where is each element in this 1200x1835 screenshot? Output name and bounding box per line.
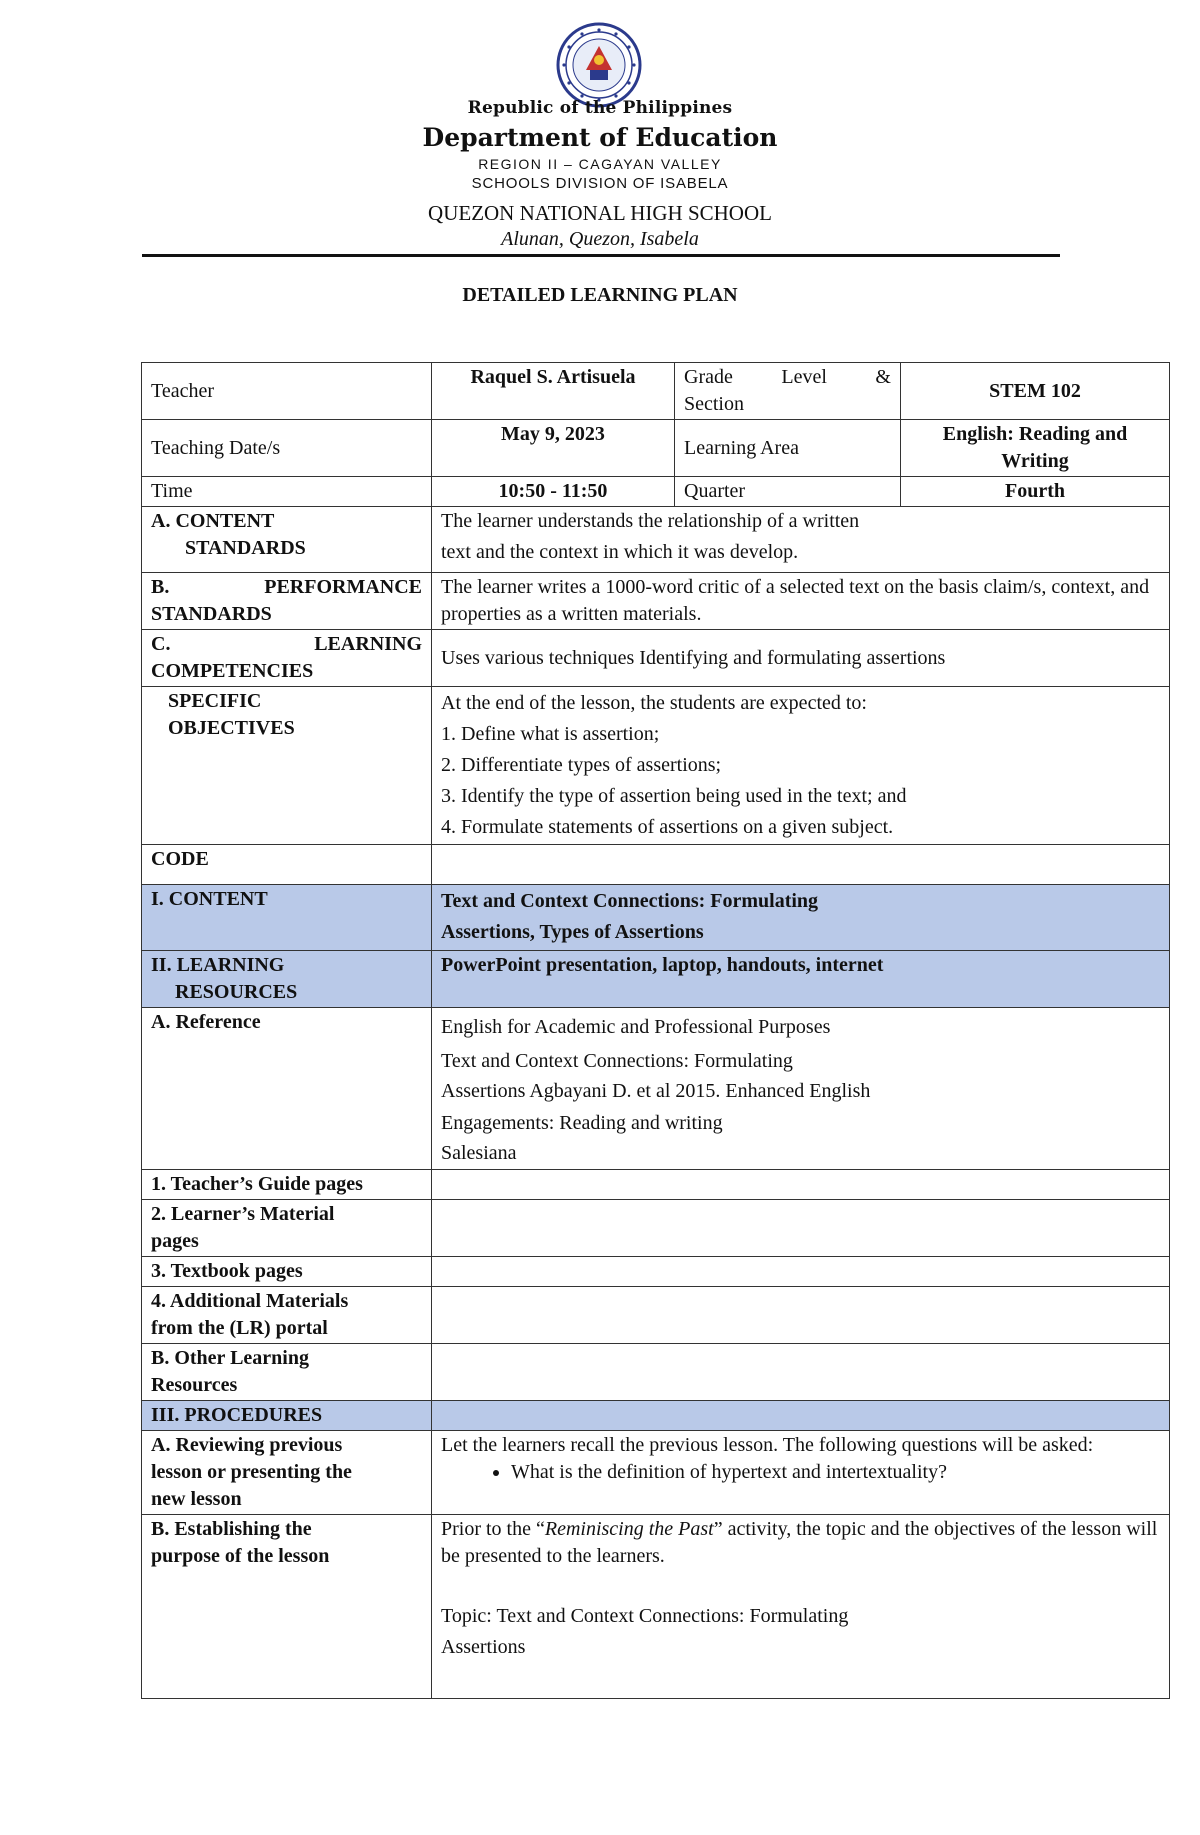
table-row [142, 687, 1170, 845]
teaching-date-value: May 9, 2023 [432, 420, 675, 477]
learning-area-label: Learning Area [675, 420, 901, 477]
teachers-guide-value [432, 1170, 1170, 1200]
table-row [142, 1287, 1170, 1344]
establishing-purpose-text: Prior to the “Reminiscing the Past” activity, the topic and the objectives of the lesson will be presented to the learners. Topic: Text and Context Connections: Formulating Assertions [432, 1515, 1170, 1699]
table-row [142, 885, 1170, 951]
learners-material-label: 2. Learner’s Material pages [142, 1200, 432, 1257]
table-row [142, 477, 1170, 507]
additional-materials-value [432, 1287, 1170, 1344]
section-value: STEM 102 [901, 363, 1170, 420]
reference-text: English for Academic and Professional Purposes Text and Context Connections: Formulating Assertions Agbayani D. et al 2015. Enhanced English Engagements: Reading and writing Salesiana [432, 1008, 1170, 1170]
table-row [142, 1008, 1170, 1170]
teacher-name: Raquel S. Artisuela [432, 363, 675, 420]
content-section-label: I. CONTENT [142, 885, 432, 951]
other-resources-value [432, 1344, 1170, 1401]
specific-objectives-label: SPECIFIC OBJECTIVES [142, 687, 432, 845]
learning-competencies-text: Uses various techniques Identifying and formulating assertions [432, 630, 1170, 687]
learning-plan-table [141, 362, 1170, 1699]
procedures-label: III. PROCEDURES [142, 1401, 432, 1431]
table-row [142, 1515, 1170, 1699]
establishing-purpose-label: B. Establishing the purpose of the lesson [142, 1515, 432, 1699]
table-row [142, 1200, 1170, 1257]
table-row [142, 1431, 1170, 1515]
reference-label: A. Reference [142, 1008, 432, 1170]
content-standards-label: A. CONTENT STANDARDS [142, 507, 432, 573]
page-title: DETAILED LEARNING PLAN [462, 284, 738, 306]
quarter-value: Fourth [901, 477, 1170, 507]
content-standards-text: The learner understands the relationship of a written text and the context in which it was develop. [432, 507, 1170, 573]
department-name: Department of Education [422, 123, 778, 152]
school-address: Alunan, Quezon, Isabela [501, 228, 699, 250]
performance-standards-label: B. PERFORMANCE STANDARDS [142, 573, 432, 630]
school-name: QUEZON NATIONAL HIGH SCHOOL [428, 201, 772, 225]
content-section-text: Text and Context Connections: Formulating Assertions, Types of Assertions [432, 885, 1170, 951]
textbook-value [432, 1257, 1170, 1287]
learning-area-value: English: Reading and Writing [901, 420, 1170, 477]
division-label: SCHOOLS DIVISION OF ISABELA [471, 175, 729, 192]
learning-competencies-label: C. LEARNING COMPETENCIES [142, 630, 432, 687]
performance-standards-text: The learner writes a 1000-word critic of a selected text on the basis claim/s, context, and properties as a written materials. [432, 573, 1170, 630]
objective-item: 2. Differentiate types of assertions; [441, 754, 722, 776]
grade-section-label: Grade Level & Section [675, 363, 901, 420]
header-divider [142, 254, 1060, 257]
table-row [142, 573, 1170, 630]
activity-name: Reminiscing the Past [544, 1518, 714, 1540]
time-label: Time [142, 477, 432, 507]
question-item: • What is the definition of hypertext and intertextuality? [511, 1459, 1160, 1486]
reviewing-lesson-text: Let the learners recall the previous lesson. The following questions will be asked: • What is the definition of hypertext and intertextuality? [432, 1431, 1170, 1515]
table-row [142, 1257, 1170, 1287]
table-row [142, 845, 1170, 885]
learners-material-value [432, 1200, 1170, 1257]
objective-item: 1. Define what is assertion; [441, 723, 660, 745]
table-row [142, 951, 1170, 1008]
table-row [142, 420, 1170, 477]
objective-item: 4. Formulate statements of assertions on a given subject. [441, 816, 894, 838]
table-row [142, 630, 1170, 687]
republic-label: Republic of the Philippines [467, 98, 733, 118]
other-resources-label: B. Other Learning Resources [142, 1344, 432, 1401]
learning-resources-label: II. LEARNING RESOURCES [142, 951, 432, 1008]
procedures-value [432, 1401, 1170, 1431]
additional-materials-label: 4. Additional Materials from the (LR) portal [142, 1287, 432, 1344]
teacher-label: Teacher [142, 363, 432, 420]
specific-objectives-list: At the end of the lesson, the students are expected to: 1. Define what is assertion; 2. Differentiate types of assertions; 3. Identify the type of assertion being used in the text; and 4. Formulate statements of assertions on a given subject. [432, 687, 1170, 845]
table-row [142, 507, 1170, 573]
time-value: 10:50 - 11:50 [432, 477, 675, 507]
table-row [142, 1170, 1170, 1200]
objective-item: 3. Identify the type of assertion being used in the text; and [441, 785, 907, 807]
quarter-label: Quarter [675, 477, 901, 507]
table-row [142, 1401, 1170, 1431]
deped-seal-logo [556, 22, 642, 108]
teachers-guide-label: 1. Teacher’s Guide pages [142, 1170, 432, 1200]
region-label: REGION II – CAGAYAN VALLEY [478, 156, 722, 172]
textbook-label: 3. Textbook pages [142, 1257, 432, 1287]
code-value [432, 845, 1170, 885]
teaching-date-label: Teaching Date/s [142, 420, 432, 477]
reviewing-lesson-label: A. Reviewing previous lesson or presenting the new lesson [142, 1431, 432, 1515]
learning-resources-text: PowerPoint presentation, laptop, handouts, internet [432, 951, 1170, 1008]
table-row [142, 363, 1170, 420]
table-row [142, 1344, 1170, 1401]
code-label: CODE [142, 845, 432, 885]
